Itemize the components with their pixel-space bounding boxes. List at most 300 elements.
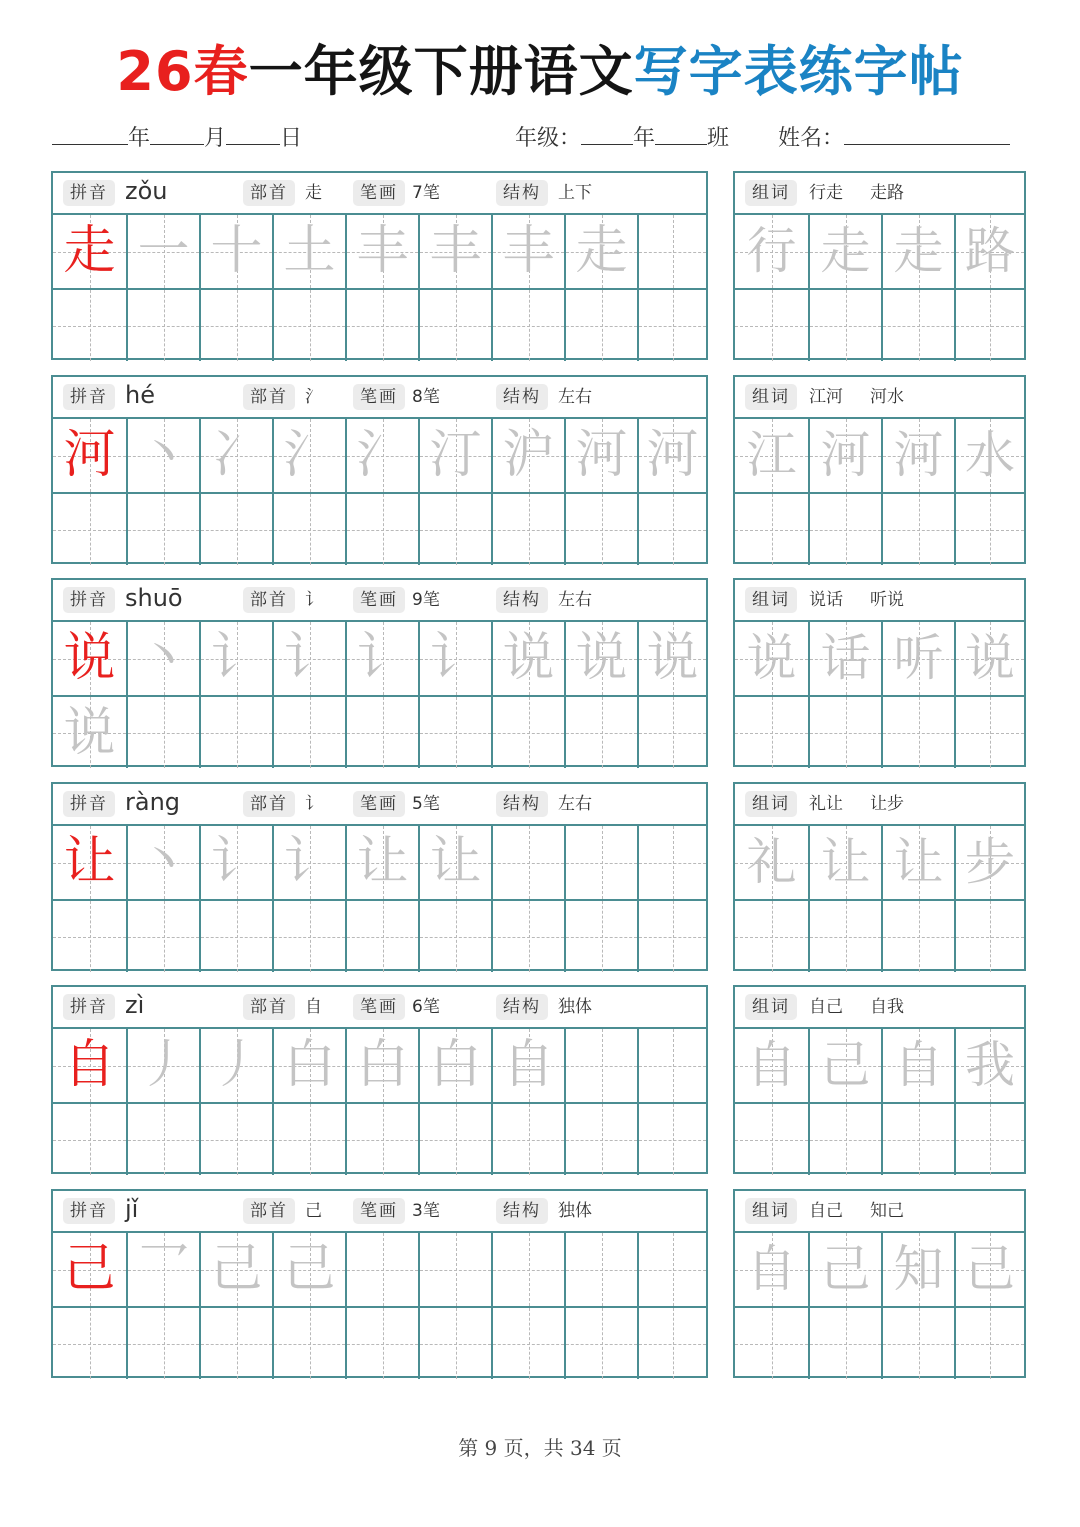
- word-writing-cell[interactable]: [954, 1233, 1024, 1306]
- char-practice-block: [51, 578, 708, 767]
- structure-value: 左右: [558, 794, 592, 814]
- word-writing-cell[interactable]: [735, 492, 808, 565]
- writing-cell[interactable]: [53, 1029, 126, 1102]
- word-trace-char: 路: [965, 222, 1015, 280]
- word-2: 河水: [870, 387, 904, 407]
- writing-cell[interactable]: [126, 826, 199, 899]
- word-writing-cell[interactable]: [954, 419, 1024, 492]
- writing-cell[interactable]: [126, 1102, 199, 1175]
- writing-cell[interactable]: [53, 288, 126, 361]
- writing-cell[interactable]: [564, 1102, 637, 1175]
- stroke-step-char: 白: [283, 1035, 336, 1095]
- name-blank[interactable]: [844, 120, 1010, 145]
- writing-cell[interactable]: [418, 695, 491, 768]
- writing-cell[interactable]: [126, 695, 199, 768]
- stroke-step-char: 讠: [210, 628, 263, 688]
- word-trace-char: 水: [965, 426, 1015, 484]
- page-title: [0, 30, 1080, 114]
- radical-tag: 部首: [243, 1198, 295, 1224]
- writing-cell[interactable]: [418, 492, 491, 565]
- class-blank[interactable]: [655, 120, 707, 145]
- word-writing-cell[interactable]: [881, 1233, 954, 1306]
- stroke-step-char: 走: [575, 221, 628, 281]
- pinyin-value: zǒu: [125, 177, 168, 205]
- word-info-bar: [735, 987, 1024, 1029]
- writing-cell[interactable]: [53, 419, 126, 492]
- radical-value: 自: [305, 997, 322, 1017]
- word-practice-block: [733, 578, 1026, 767]
- word-practice-block: [733, 985, 1026, 1174]
- word-writing-cell[interactable]: [954, 1102, 1024, 1175]
- writing-cell[interactable]: [272, 1306, 345, 1379]
- word-writing-cell[interactable]: [881, 215, 954, 288]
- char-info-bar: [53, 784, 706, 826]
- word-1: 自己: [809, 997, 843, 1017]
- word-writing-cell[interactable]: [808, 622, 881, 695]
- word-2: 走路: [870, 183, 904, 203]
- word-trace-char: 话: [820, 629, 871, 687]
- stroke-step-char: 氵: [356, 425, 409, 485]
- writing-cell[interactable]: [126, 899, 199, 972]
- writing-cell[interactable]: [418, 899, 491, 972]
- writing-cell[interactable]: [418, 215, 491, 288]
- words-tag: 组词: [745, 791, 797, 817]
- writing-cell[interactable]: [126, 288, 199, 361]
- stroke-step-char: 丰: [356, 221, 409, 281]
- word-info-bar: [735, 173, 1024, 215]
- trace-char: 说: [63, 703, 116, 763]
- writing-cell[interactable]: [564, 826, 637, 899]
- writing-cell[interactable]: [491, 288, 564, 361]
- writing-cell[interactable]: [53, 215, 126, 288]
- writing-cell[interactable]: [345, 622, 418, 695]
- writing-cell[interactable]: [491, 492, 564, 565]
- word-writing-cell[interactable]: [808, 288, 881, 361]
- word-writing-cell[interactable]: [735, 1233, 808, 1306]
- writing-cell[interactable]: [53, 1102, 126, 1175]
- char-info-bar: [53, 377, 706, 419]
- strokes-tag: 笔画: [353, 1198, 405, 1224]
- writing-cell[interactable]: [637, 1029, 706, 1102]
- writing-cell[interactable]: [272, 1102, 345, 1175]
- writing-cell[interactable]: [637, 695, 706, 768]
- writing-cell[interactable]: [637, 826, 706, 899]
- structure-value: 独体: [558, 997, 592, 1017]
- strokes-tag: 笔画: [353, 791, 405, 817]
- name-line: [778, 120, 1010, 154]
- word-practice-block: [733, 375, 1026, 564]
- writing-cell[interactable]: [637, 1102, 706, 1175]
- word-trace-char: 礼: [746, 833, 797, 891]
- char-practice-block: [51, 782, 708, 971]
- word-trace-char: 说: [746, 629, 797, 687]
- stroke-step-char: 丰: [502, 221, 555, 281]
- writing-cell[interactable]: [272, 1029, 345, 1102]
- writing-cell[interactable]: [199, 695, 272, 768]
- writing-cell[interactable]: [637, 419, 706, 492]
- writing-cell[interactable]: [564, 492, 637, 565]
- word-writing-cell[interactable]: [735, 215, 808, 288]
- word-info-bar: [735, 377, 1024, 419]
- word-writing-cell[interactable]: [881, 492, 954, 565]
- word-writing-cell[interactable]: [881, 695, 954, 768]
- writing-cell[interactable]: [345, 826, 418, 899]
- writing-cell[interactable]: [345, 1029, 418, 1102]
- radical-tag: 部首: [243, 791, 295, 817]
- stroke-step-char: 土: [283, 221, 336, 281]
- structure-tag: 结构: [496, 384, 548, 410]
- words-tag: 组词: [745, 1198, 797, 1224]
- stroke-step-char: 丰: [429, 221, 482, 281]
- words-tag: 组词: [745, 384, 797, 410]
- word-trace-char: 行: [746, 222, 797, 280]
- model-char: 让: [63, 832, 116, 892]
- writing-cell[interactable]: [199, 1102, 272, 1175]
- page-footer: 第 9 页，共 34 页: [458, 1436, 622, 1460]
- writing-cell[interactable]: [564, 288, 637, 361]
- writing-cell[interactable]: [126, 419, 199, 492]
- word-trace-char: 河: [893, 426, 944, 484]
- writing-cell[interactable]: [272, 826, 345, 899]
- word-writing-cell[interactable]: [881, 1102, 954, 1175]
- word-writing-cell[interactable]: [808, 1306, 881, 1379]
- writing-cell[interactable]: [418, 419, 491, 492]
- word-writing-cell[interactable]: [808, 695, 881, 768]
- structure-value: 左右: [558, 590, 592, 610]
- words-tag: 组词: [745, 587, 797, 613]
- char-practice-block: [51, 375, 708, 564]
- char-practice-block: [51, 1189, 708, 1378]
- writing-cell[interactable]: [345, 215, 418, 288]
- writing-cell[interactable]: [491, 1306, 564, 1379]
- word-trace-char: 自: [746, 1036, 797, 1094]
- stroke-step-char: 讠: [283, 628, 336, 688]
- word-2: 自我: [870, 997, 904, 1017]
- word-writing-cell[interactable]: [954, 622, 1024, 695]
- writing-cell[interactable]: [199, 1306, 272, 1379]
- writing-cell[interactable]: [491, 695, 564, 768]
- word-writing-cell[interactable]: [735, 419, 808, 492]
- word-trace-char: 自: [893, 1036, 944, 1094]
- writing-cell[interactable]: [564, 622, 637, 695]
- word-writing-cell[interactable]: [808, 1233, 881, 1306]
- word-writing-cell[interactable]: [735, 288, 808, 361]
- char-practice-block: [51, 171, 708, 360]
- strokes-tag: 笔画: [353, 587, 405, 613]
- word-trace-char: 走: [820, 222, 871, 280]
- writing-cell[interactable]: [126, 492, 199, 565]
- stroke-step-char: 冫: [210, 425, 263, 485]
- title-part-2: 一年级下册语文: [248, 40, 634, 103]
- word-1: 江河: [809, 387, 843, 407]
- words-tag: 组词: [745, 180, 797, 206]
- char-info-bar: [53, 173, 706, 215]
- word-writing-cell[interactable]: [954, 695, 1024, 768]
- writing-cell[interactable]: [345, 1306, 418, 1379]
- structure-tag: 结构: [496, 791, 548, 817]
- writing-cell[interactable]: [564, 419, 637, 492]
- radical-value: 走: [305, 183, 322, 203]
- word-practice-block: [733, 171, 1026, 360]
- writing-cell[interactable]: [53, 622, 126, 695]
- writing-cell[interactable]: [418, 1102, 491, 1175]
- writing-cell[interactable]: [272, 1233, 345, 1306]
- pinyin-value: jǐ: [125, 1195, 139, 1223]
- writing-cell[interactable]: [126, 622, 199, 695]
- writing-cell[interactable]: [199, 622, 272, 695]
- stroke-step-char: 白: [356, 1035, 409, 1095]
- writing-cell[interactable]: [272, 695, 345, 768]
- word-writing-cell[interactable]: [954, 1306, 1024, 1379]
- writing-cell[interactable]: [53, 1306, 126, 1379]
- writing-cell[interactable]: [564, 1306, 637, 1379]
- word-writing-cell[interactable]: [954, 215, 1024, 288]
- word-writing-cell[interactable]: [881, 1029, 954, 1102]
- word-writing-cell[interactable]: [808, 1029, 881, 1102]
- word-writing-cell[interactable]: [735, 1102, 808, 1175]
- title-part-1: 26春: [116, 40, 249, 103]
- word-info-bar: [735, 580, 1024, 622]
- word-writing-cell[interactable]: [881, 622, 954, 695]
- char-practice-block: [51, 985, 708, 1174]
- strokes-value: 7笔: [412, 183, 440, 203]
- word-info-bar: [735, 1191, 1024, 1233]
- strokes-value: 5笔: [412, 794, 440, 814]
- word-writing-cell[interactable]: [735, 695, 808, 768]
- writing-cell[interactable]: [345, 419, 418, 492]
- writing-cell[interactable]: [637, 1233, 706, 1306]
- char-info-bar: [53, 1191, 706, 1233]
- char-info-bar: [53, 987, 706, 1029]
- writing-cell[interactable]: [272, 622, 345, 695]
- name-label: 姓名：: [778, 126, 845, 151]
- writing-cell[interactable]: [126, 1306, 199, 1379]
- word-writing-cell[interactable]: [881, 1306, 954, 1379]
- grade-year-blank[interactable]: [581, 120, 633, 145]
- word-writing-cell[interactable]: [808, 419, 881, 492]
- writing-cell[interactable]: [564, 899, 637, 972]
- stroke-step-char: 沪: [502, 425, 555, 485]
- writing-cell[interactable]: [418, 1233, 491, 1306]
- word-2: 让步: [870, 794, 904, 814]
- word-trace-char: 己: [820, 1036, 871, 1094]
- word-writing-cell[interactable]: [881, 826, 954, 899]
- word-trace-char: 己: [820, 1240, 871, 1298]
- writing-cell[interactable]: [491, 1029, 564, 1102]
- date-line: [52, 120, 302, 154]
- writing-cell[interactable]: [272, 215, 345, 288]
- writing-cell[interactable]: [199, 215, 272, 288]
- pinyin-tag: 拼音: [63, 994, 115, 1020]
- stroke-step-char: 讠: [429, 628, 482, 688]
- writing-cell[interactable]: [126, 215, 199, 288]
- word-writing-cell[interactable]: [954, 1029, 1024, 1102]
- structure-value: 独体: [558, 1201, 592, 1221]
- word-writing-cell[interactable]: [735, 826, 808, 899]
- writing-cell[interactable]: [418, 826, 491, 899]
- word-writing-cell[interactable]: [881, 899, 954, 972]
- word-writing-cell[interactable]: [881, 288, 954, 361]
- writing-cell[interactable]: [345, 1233, 418, 1306]
- writing-cell[interactable]: [199, 288, 272, 361]
- writing-cell[interactable]: [564, 695, 637, 768]
- word-1: 行走: [809, 183, 843, 203]
- strokes-value: 8笔: [412, 387, 440, 407]
- strokes-tag: 笔画: [353, 994, 405, 1020]
- writing-cell[interactable]: [199, 1029, 272, 1102]
- writing-cell[interactable]: [491, 215, 564, 288]
- word-writing-cell[interactable]: [808, 492, 881, 565]
- word-writing-cell[interactable]: [808, 215, 881, 288]
- word-info-bar: [735, 784, 1024, 826]
- stroke-step-char: 丶: [137, 628, 190, 688]
- writing-cell[interactable]: [199, 826, 272, 899]
- writing-cell[interactable]: [637, 1306, 706, 1379]
- writing-cell[interactable]: [53, 899, 126, 972]
- word-2: 知己: [870, 1201, 904, 1221]
- writing-cell[interactable]: [199, 419, 272, 492]
- writing-cell[interactable]: [491, 1233, 564, 1306]
- day-label: 日: [280, 126, 303, 151]
- writing-cell[interactable]: [272, 492, 345, 565]
- word-writing-cell[interactable]: [735, 1306, 808, 1379]
- writing-cell[interactable]: [491, 419, 564, 492]
- stroke-step-char: 己: [283, 1239, 336, 1299]
- word-writing-cell[interactable]: [954, 899, 1024, 972]
- stroke-step-char: 说: [502, 628, 555, 688]
- radical-tag: 部首: [243, 994, 295, 1020]
- grade-year-label: 年: [633, 126, 656, 151]
- writing-cell[interactable]: [637, 215, 706, 288]
- month-label: 月: [204, 126, 227, 151]
- radical-value: 氵: [305, 387, 322, 407]
- pinyin-tag: 拼音: [63, 791, 115, 817]
- writing-cell[interactable]: [272, 419, 345, 492]
- writing-cell[interactable]: [637, 492, 706, 565]
- writing-cell[interactable]: [53, 1233, 126, 1306]
- writing-cell[interactable]: [345, 695, 418, 768]
- writing-cell[interactable]: [418, 1306, 491, 1379]
- writing-cell[interactable]: [491, 899, 564, 972]
- word-1: 说话: [809, 590, 843, 610]
- day-blank[interactable]: [226, 120, 280, 145]
- word-trace-char: 让: [893, 833, 944, 891]
- word-writing-cell[interactable]: [808, 826, 881, 899]
- stroke-step-char: 十: [210, 221, 263, 281]
- word-writing-cell[interactable]: [735, 899, 808, 972]
- stroke-step-char: 讠: [210, 832, 263, 892]
- writing-cell[interactable]: [345, 492, 418, 565]
- grade-label: 年级：: [515, 126, 582, 151]
- word-writing-cell[interactable]: [954, 826, 1024, 899]
- model-char: 己: [63, 1239, 116, 1299]
- stroke-step-char: 白: [429, 1035, 482, 1095]
- stroke-step-char: 让: [429, 832, 482, 892]
- writing-cell[interactable]: [345, 899, 418, 972]
- writing-cell[interactable]: [491, 1102, 564, 1175]
- month-blank[interactable]: [150, 120, 204, 145]
- pinyin-value: ràng: [125, 788, 181, 816]
- word-trace-char: 走: [893, 222, 944, 280]
- writing-cell[interactable]: [637, 622, 706, 695]
- word-writing-cell[interactable]: [954, 288, 1024, 361]
- writing-cell[interactable]: [491, 826, 564, 899]
- radical-tag: 部首: [243, 180, 295, 206]
- stroke-step-char: 丶: [137, 425, 190, 485]
- writing-cell[interactable]: [126, 1029, 199, 1102]
- word-trace-char: 我: [965, 1036, 1015, 1094]
- model-char: 说: [63, 628, 116, 688]
- word-writing-cell[interactable]: [735, 622, 808, 695]
- writing-cell[interactable]: [53, 695, 126, 768]
- writing-cell[interactable]: [418, 1029, 491, 1102]
- writing-cell[interactable]: [564, 1029, 637, 1102]
- strokes-tag: 笔画: [353, 384, 405, 410]
- writing-cell[interactable]: [564, 1233, 637, 1306]
- writing-cell[interactable]: [199, 899, 272, 972]
- word-trace-char: 知: [893, 1240, 944, 1298]
- word-writing-cell[interactable]: [954, 492, 1024, 565]
- writing-cell[interactable]: [418, 622, 491, 695]
- writing-cell[interactable]: [272, 288, 345, 361]
- structure-tag: 结构: [496, 1198, 548, 1224]
- writing-cell[interactable]: [199, 492, 272, 565]
- pinyin-tag: 拼音: [63, 1198, 115, 1224]
- writing-cell[interactable]: [491, 622, 564, 695]
- word-writing-cell[interactable]: [808, 1102, 881, 1175]
- writing-cell[interactable]: [53, 826, 126, 899]
- strokes-value: 9笔: [412, 590, 440, 610]
- words-tag: 组词: [745, 994, 797, 1020]
- writing-cell[interactable]: [345, 1102, 418, 1175]
- radical-tag: 部首: [243, 587, 295, 613]
- stroke-step-char: 氵: [283, 425, 336, 485]
- stroke-step-char: 让: [356, 832, 409, 892]
- word-trace-char: 己: [965, 1240, 1015, 1298]
- writing-cell[interactable]: [199, 1233, 272, 1306]
- word-trace-char: 河: [820, 426, 871, 484]
- structure-value: 上下: [558, 183, 592, 203]
- word-2: 听说: [870, 590, 904, 610]
- strokes-value: 6笔: [412, 997, 440, 1017]
- pinyin-tag: 拼音: [63, 180, 115, 206]
- writing-cell[interactable]: [53, 492, 126, 565]
- writing-cell[interactable]: [126, 1233, 199, 1306]
- word-practice-block: [733, 1189, 1026, 1378]
- writing-cell[interactable]: [637, 899, 706, 972]
- writing-cell[interactable]: [345, 288, 418, 361]
- radical-value: 讠: [305, 590, 322, 610]
- writing-cell[interactable]: [564, 215, 637, 288]
- stroke-step-char: 自: [502, 1035, 555, 1095]
- pinyin-tag: 拼音: [63, 587, 115, 613]
- writing-cell[interactable]: [418, 288, 491, 361]
- writing-cell[interactable]: [637, 288, 706, 361]
- stroke-step-char: 丿: [137, 1035, 190, 1095]
- word-writing-cell[interactable]: [808, 899, 881, 972]
- year-label: 年: [128, 126, 151, 151]
- word-trace-char: 说: [965, 629, 1015, 687]
- word-trace-char: 江: [746, 426, 797, 484]
- word-writing-cell[interactable]: [881, 419, 954, 492]
- model-char: 河: [63, 425, 116, 485]
- strokes-value: 3笔: [412, 1201, 440, 1221]
- writing-cell[interactable]: [272, 899, 345, 972]
- word-writing-cell[interactable]: [735, 1029, 808, 1102]
- stroke-step-char: 河: [646, 425, 699, 485]
- year-blank[interactable]: [52, 120, 128, 145]
- structure-tag: 结构: [496, 180, 548, 206]
